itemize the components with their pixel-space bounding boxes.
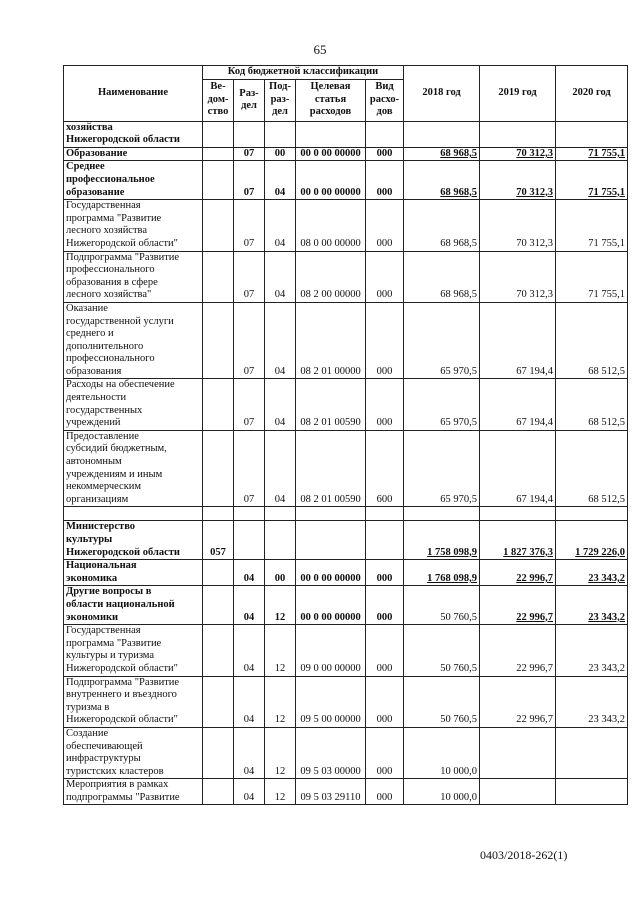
table-row	[64, 121, 628, 147]
row-podrazdel: 04	[265, 302, 296, 379]
spacer-cell	[64, 507, 203, 521]
row-value-2018: 10 000,0	[404, 727, 480, 778]
row-value-2018: 65 970,5	[404, 430, 480, 507]
table-row	[64, 521, 628, 560]
row-expense-type: 000	[366, 379, 404, 430]
row-podrazdel: 04	[265, 430, 296, 507]
row-razdel: 07	[234, 430, 265, 507]
row-value-2018: 68 968,5	[404, 147, 480, 161]
row-expense-type	[366, 521, 404, 560]
budget-table	[63, 65, 628, 805]
row-name: Государственная программа "Развитие лесного хозяйства Нижегородской области"	[64, 200, 203, 251]
row-value-2020: 23 343,2	[556, 560, 628, 586]
row-target-article: 08 0 00 00000	[296, 200, 366, 251]
row-target-article	[296, 521, 366, 560]
row-value-2020: 68 512,5	[556, 430, 628, 507]
row-razdel: 04	[234, 625, 265, 676]
row-target-article: 08 2 01 00590	[296, 430, 366, 507]
row-vedomstvo	[203, 147, 234, 161]
row-value-2018: 68 968,5	[404, 200, 480, 251]
row-value-2020: 23 343,2	[556, 676, 628, 727]
spacer-cell	[404, 507, 480, 521]
header-classification-group: Код бюджетной классификации	[203, 66, 404, 80]
row-value-2018: 50 760,5	[404, 676, 480, 727]
row-value-2019: 70 312,3	[480, 147, 556, 161]
row-vedomstvo	[203, 586, 234, 625]
row-name: Государственная программа "Развитие культуры и туризма Нижегородской области"	[64, 625, 203, 676]
row-value-2020	[556, 121, 628, 147]
header-razdel: Раз- дел	[234, 79, 265, 121]
row-vedomstvo	[203, 121, 234, 147]
row-razdel: 04	[234, 676, 265, 727]
document-code: 0403/2018-262(1)	[480, 848, 568, 862]
table-row	[64, 379, 628, 430]
row-name: Другие вопросы в области национальной экономики	[64, 586, 203, 625]
row-vedomstvo	[203, 379, 234, 430]
row-vedomstvo	[203, 200, 234, 251]
row-name: Расходы на обеспечение деятельности государственных учреждений	[64, 379, 203, 430]
row-expense-type: 000	[366, 200, 404, 251]
row-razdel	[234, 521, 265, 560]
row-vedomstvo	[203, 727, 234, 778]
row-target-article: 00 0 00 00000	[296, 147, 366, 161]
table-row	[64, 430, 628, 507]
row-razdel: 07	[234, 161, 265, 200]
row-podrazdel: 04	[265, 251, 296, 302]
row-name: Оказание государственной услуги среднего и дополнительного профессионального образования	[64, 302, 203, 379]
row-value-2020: 71 755,1	[556, 200, 628, 251]
row-razdel	[234, 121, 265, 147]
row-value-2020	[556, 727, 628, 778]
row-value-2019: 67 194,4	[480, 430, 556, 507]
table-row	[64, 200, 628, 251]
row-value-2020: 71 755,1	[556, 147, 628, 161]
row-podrazdel	[265, 121, 296, 147]
row-target-article: 08 2 01 00590	[296, 379, 366, 430]
table-row	[64, 586, 628, 625]
row-name: Национальная экономика	[64, 560, 203, 586]
table-body	[64, 121, 628, 805]
header-target-article: Целевая статья расходов	[296, 79, 366, 121]
row-value-2020: 68 512,5	[556, 379, 628, 430]
row-podrazdel: 04	[265, 161, 296, 200]
header-podrazdel: Под- раз- дел	[265, 79, 296, 121]
row-value-2018: 68 968,5	[404, 161, 480, 200]
header-2020: 2020 год	[556, 66, 628, 122]
row-value-2018: 50 760,5	[404, 586, 480, 625]
row-name: Образование	[64, 147, 203, 161]
row-expense-type: 000	[366, 727, 404, 778]
row-vedomstvo: 057	[203, 521, 234, 560]
table-row	[64, 507, 628, 521]
row-value-2020: 1 729 226,0	[556, 521, 628, 560]
row-vedomstvo	[203, 560, 234, 586]
row-value-2020: 23 343,2	[556, 625, 628, 676]
row-podrazdel: 04	[265, 379, 296, 430]
spacer-cell	[480, 507, 556, 521]
row-name: Создание обеспечивающей инфраструктуры туристских кластеров	[64, 727, 203, 778]
row-vedomstvo	[203, 430, 234, 507]
row-value-2018: 1 768 098,9	[404, 560, 480, 586]
row-expense-type	[366, 121, 404, 147]
row-razdel: 04	[234, 560, 265, 586]
row-expense-type: 000	[366, 302, 404, 379]
row-value-2020: 71 755,1	[556, 161, 628, 200]
table-row	[64, 302, 628, 379]
row-razdel: 07	[234, 200, 265, 251]
row-podrazdel: 12	[265, 676, 296, 727]
row-value-2019: 22 996,7	[480, 560, 556, 586]
row-podrazdel: 12	[265, 625, 296, 676]
row-expense-type: 000	[366, 161, 404, 200]
row-expense-type: 000	[366, 676, 404, 727]
row-razdel: 07	[234, 147, 265, 161]
header-expense-type: Вид расхо- дов	[366, 79, 404, 121]
row-vedomstvo	[203, 302, 234, 379]
table-row	[64, 560, 628, 586]
table-row	[64, 727, 628, 778]
row-name: Подпрограмма "Развитие профессионального образования в сфере лесного хозяйства"	[64, 251, 203, 302]
table-row	[64, 147, 628, 161]
header-name: Наименование	[64, 66, 203, 122]
spacer-cell	[203, 507, 234, 521]
row-target-article: 08 2 01 00000	[296, 302, 366, 379]
row-value-2018: 65 970,5	[404, 379, 480, 430]
row-target-article: 00 0 00 00000	[296, 586, 366, 625]
row-value-2019: 22 996,7	[480, 625, 556, 676]
spacer-cell	[296, 507, 366, 521]
table-row	[64, 779, 628, 805]
row-name: хозяйства Нижегородской области	[64, 121, 203, 147]
row-name: Подпрограмма "Развитие внутреннего и въездного туризма в Нижегородской области"	[64, 676, 203, 727]
row-target-article: 00 0 00 00000	[296, 560, 366, 586]
row-target-article	[296, 121, 366, 147]
row-value-2019: 67 194,4	[480, 379, 556, 430]
row-expense-type: 600	[366, 430, 404, 507]
row-value-2018	[404, 121, 480, 147]
row-razdel: 07	[234, 302, 265, 379]
table-row	[64, 251, 628, 302]
row-value-2019: 1 827 376,3	[480, 521, 556, 560]
row-value-2020: 71 755,1	[556, 251, 628, 302]
row-razdel: 07	[234, 251, 265, 302]
header-2019: 2019 год	[480, 66, 556, 122]
row-value-2018: 65 970,5	[404, 302, 480, 379]
row-razdel: 04	[234, 586, 265, 625]
row-razdel: 04	[234, 779, 265, 805]
row-vedomstvo	[203, 251, 234, 302]
row-expense-type: 000	[366, 586, 404, 625]
row-value-2019: 70 312,3	[480, 161, 556, 200]
row-value-2020: 68 512,5	[556, 302, 628, 379]
row-vedomstvo	[203, 161, 234, 200]
row-value-2020	[556, 779, 628, 805]
row-value-2019	[480, 727, 556, 778]
row-vedomstvo	[203, 676, 234, 727]
table-row	[64, 161, 628, 200]
row-value-2019	[480, 121, 556, 147]
row-name: Предоставление субсидий бюджетным, автономным учреждениям и иным некоммерческим организациям	[64, 430, 203, 507]
row-podrazdel: 12	[265, 727, 296, 778]
row-vedomstvo	[203, 779, 234, 805]
row-expense-type: 000	[366, 147, 404, 161]
row-podrazdel: 04	[265, 200, 296, 251]
row-name: Мероприятия в рамках подпрограммы "Развитие	[64, 779, 203, 805]
row-target-article: 09 5 00 00000	[296, 676, 366, 727]
row-value-2019: 70 312,3	[480, 200, 556, 251]
row-expense-type: 000	[366, 779, 404, 805]
row-value-2019: 22 996,7	[480, 676, 556, 727]
row-podrazdel: 12	[265, 586, 296, 625]
row-podrazdel	[265, 521, 296, 560]
row-value-2019: 22 996,7	[480, 586, 556, 625]
row-value-2019	[480, 779, 556, 805]
spacer-cell	[556, 507, 628, 521]
header-2018: 2018 год	[404, 66, 480, 122]
row-target-article: 09 5 03 00000	[296, 727, 366, 778]
row-razdel: 04	[234, 727, 265, 778]
row-razdel: 07	[234, 379, 265, 430]
row-expense-type: 000	[366, 251, 404, 302]
row-vedomstvo	[203, 625, 234, 676]
row-name: Министерство культуры Нижегородской области	[64, 521, 203, 560]
row-value-2018: 10 000,0	[404, 779, 480, 805]
row-value-2019: 70 312,3	[480, 251, 556, 302]
spacer-cell	[366, 507, 404, 521]
spacer-cell	[265, 507, 296, 521]
row-podrazdel: 12	[265, 779, 296, 805]
row-value-2018: 68 968,5	[404, 251, 480, 302]
row-expense-type: 000	[366, 560, 404, 586]
row-podrazdel: 00	[265, 560, 296, 586]
row-value-2018: 50 760,5	[404, 625, 480, 676]
header-vedomstvo: Ве- дом- ство	[203, 79, 234, 121]
page-number: 65	[313, 42, 327, 57]
row-value-2020: 23 343,2	[556, 586, 628, 625]
row-value-2019: 67 194,4	[480, 302, 556, 379]
row-value-2018: 1 758 098,9	[404, 521, 480, 560]
row-target-article: 09 0 00 00000	[296, 625, 366, 676]
row-name: Среднее профессиональное образование	[64, 161, 203, 200]
row-expense-type: 000	[366, 625, 404, 676]
table-row	[64, 676, 628, 727]
row-podrazdel: 00	[265, 147, 296, 161]
row-target-article: 09 5 03 29110	[296, 779, 366, 805]
table-row	[64, 625, 628, 676]
table-header	[64, 66, 628, 122]
row-target-article: 08 2 00 00000	[296, 251, 366, 302]
spacer-cell	[234, 507, 265, 521]
row-target-article: 00 0 00 00000	[296, 161, 366, 200]
